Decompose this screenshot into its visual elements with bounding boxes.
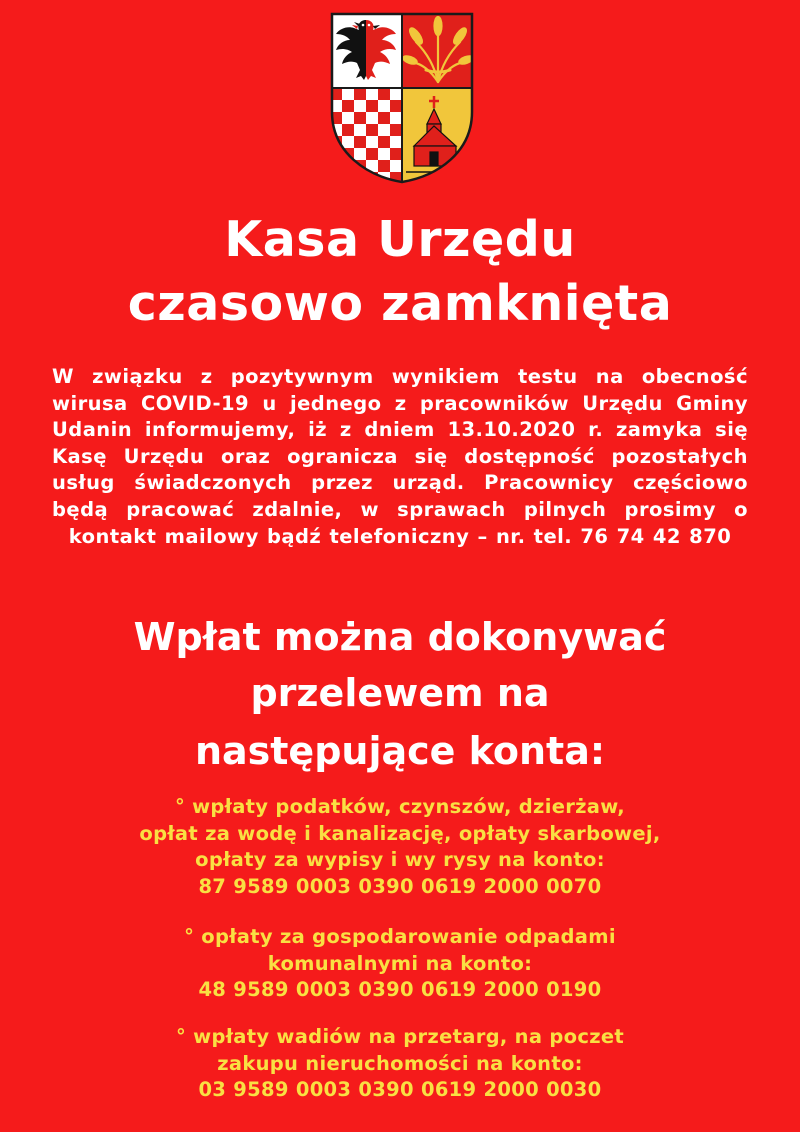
account-block-taxes [0,794,800,900]
payments-heading-line-1: Wpłat można dokonywać [133,615,667,659]
account-description-line: opłaty za wypisy i wy rysy na konto: [195,848,605,871]
bank-account-number: 03 9589 0003 0390 0619 2000 0030 [198,1078,602,1101]
account-description-line: opłat za wodę i kanalizację, opłaty skarbowej, [139,821,661,845]
account-description-line: ° opłaty za gospodarowanie odpadami [184,925,616,948]
account-description-line: komunalnymi na konto: [267,951,533,975]
bank-account-number: 48 9589 0003 0390 0619 2000 0190 [198,978,602,1001]
account-block-tender-deposits [0,1024,800,1104]
account-description-line: ° wpłaty wadiów na przetarg, na poczet [175,1025,625,1048]
account-description-line: zakupu nieruchomości na konto: [217,1051,583,1075]
closure-notice-paragraph: W związku z pozytywnym wynikiem testu na obecność wirusa COVID-19 u jednego z pracowników Urzędu Gminy Udanin informujemy, iż z dniem 13.10.2020 r. zamyka się Kasę Urzędu oraz ogranicza się dostępność pozostałych usług świadczonych przez urząd. Pracownicy częściowo będą pracować zdalnie, w sprawach pilnych prosimy o kontakt mailowy bądź telefoniczny – nr. tel. 76 74 42 870 [52,365,748,548]
page-title-line-1: Kasa Urzędu [224,211,576,268]
coat-of-arms-emblem [330,12,474,184]
payments-heading-line-3: następujące konta: [194,729,606,773]
bank-account-number: 87 9589 0003 0390 0619 2000 0070 [198,874,602,898]
payments-heading-line-2: przelewem na [250,671,550,715]
account-block-waste-fees [0,924,800,1004]
account-description-line: ° wpłaty podatków, czynszów, dzierżaw, [174,795,626,818]
page-title-line-2: czasowo zamknięta [127,275,673,332]
